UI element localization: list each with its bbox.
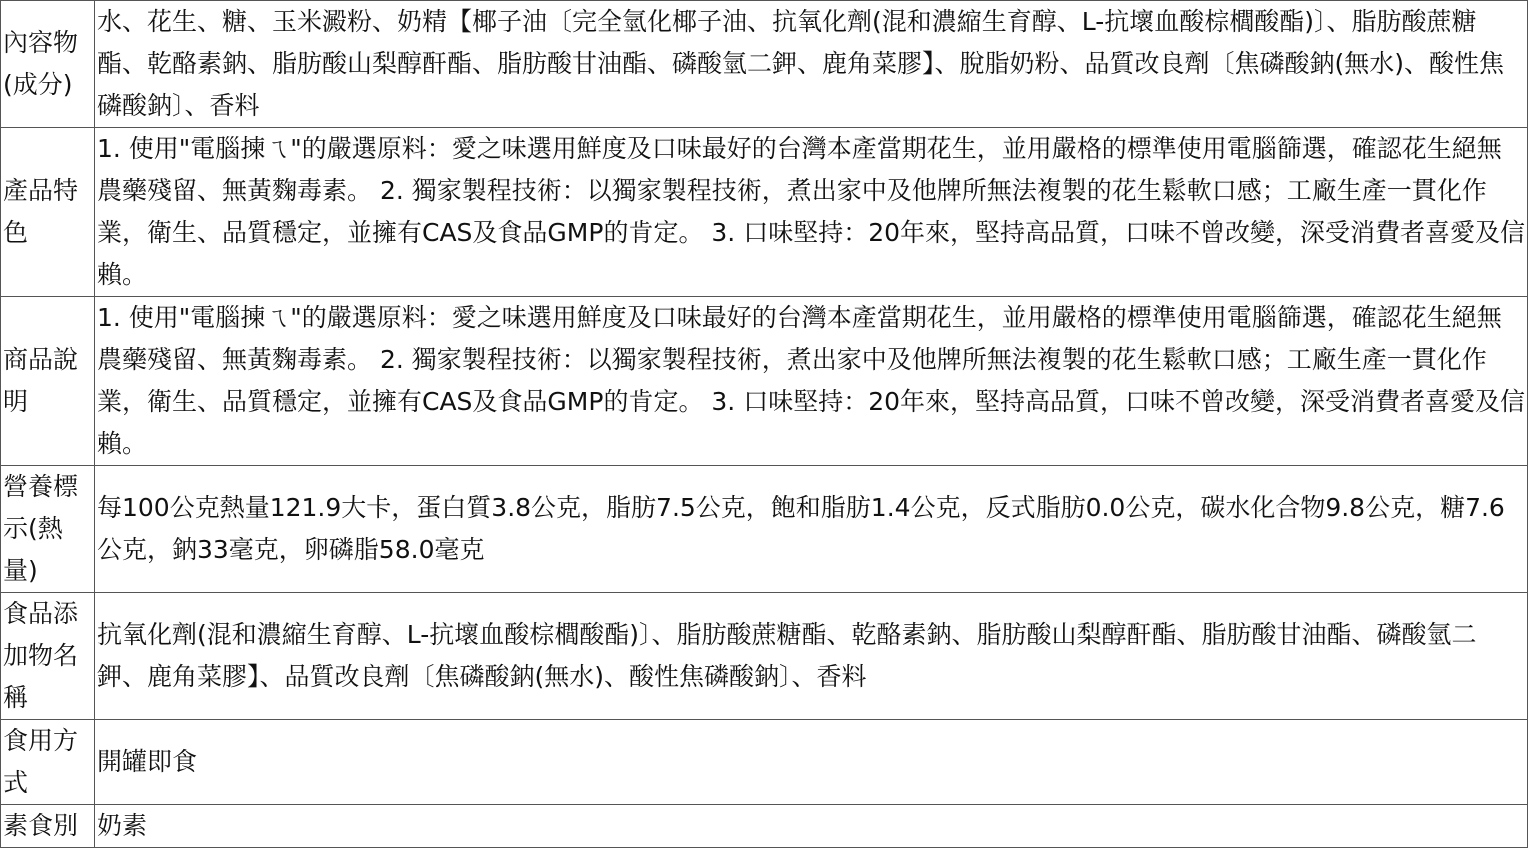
spec-value: 奶素 — [95, 805, 1528, 848]
spec-row-product-description — [1, 297, 1528, 466]
spec-label: 營養標示(熱量) — [1, 466, 95, 593]
spec-label: 商品說明 — [1, 297, 95, 466]
spec-value: 1. 使用"電腦揀ㄟ"的嚴選原料：愛之味選用鮮度及口味最好的台灣本產當期花生，並用嚴格的標準使用電腦篩選，確認花生絕無農藥殘留、無黃麴毒素。 2. 獨家製程技術：以獨家製程技術，煮出家中及他牌所無法複製的花生鬆軟口感；工廠生產一貫化作業，衛生、品質穩定，並擁有CAS及食品GMP的肯定。 3. 口味堅持：20年來，堅持高品質，口味不曾改變，深受消費者喜愛及信賴。 — [95, 128, 1528, 297]
spec-value: 抗氧化劑(混和濃縮生育醇、L-抗壞血酸棕櫚酸酯)〕、脂肪酸蔗糖酯、乾酪素鈉、脂肪酸山梨醇酐酯、脂肪酸甘油酯、磷酸氫二鉀、鹿角菜膠】、品質改良劑〔焦磷酸鈉(無水)、酸性焦磷酸鈉〕、香料 — [95, 593, 1528, 720]
spec-label: 食用方式 — [1, 720, 95, 805]
spec-value: 開罐即食 — [95, 720, 1528, 805]
spec-value: 水、花生、糖、玉米澱粉、奶精【椰子油〔完全氫化椰子油、抗氧化劑(混和濃縮生育醇、L-抗壞血酸棕櫚酸酯)〕、脂肪酸蔗糖酯、乾酪素鈉、脂肪酸山梨醇酐酯、脂肪酸甘油酯、磷酸氫二鉀、鹿角菜膠】、脫脂奶粉、品質改良劑〔焦磷酸鈉(無水)、酸性焦磷酸鈉〕、香料 — [95, 1, 1528, 128]
spec-label: 產品特色 — [1, 128, 95, 297]
spec-label: 食品添加物名稱 — [1, 593, 95, 720]
spec-row-ingredients — [1, 1, 1528, 128]
spec-value: 1. 使用"電腦揀ㄟ"的嚴選原料：愛之味選用鮮度及口味最好的台灣本產當期花生，並用嚴格的標準使用電腦篩選，確認花生絕無農藥殘留、無黃麴毒素。 2. 獨家製程技術：以獨家製程技術，煮出家中及他牌所無法複製的花生鬆軟口感；工廠生產一貫化作業，衛生、品質穩定，並擁有CAS及食品GMP的肯定。 3. 口味堅持：20年來，堅持高品質，口味不曾改變，深受消費者喜愛及信賴。 — [95, 297, 1528, 466]
spec-label: 素食別 — [1, 805, 95, 848]
spec-label: 內容物(成分) — [1, 1, 95, 128]
spec-value: 每100公克熱量121.9大卡，蛋白質3.8公克，脂肪7.5公克，飽和脂肪1.4公克，反式脂肪0.0公克，碳水化合物9.8公克，糖7.6公克，鈉33毫克，卵磷脂58.0毫克 — [95, 466, 1528, 593]
spec-row-food-additives — [1, 593, 1528, 720]
spec-row-nutrition — [1, 466, 1528, 593]
spec-row-product-features — [1, 128, 1528, 297]
spec-row-serving-method — [1, 720, 1528, 805]
spec-row-vegetarian-type — [1, 805, 1528, 848]
